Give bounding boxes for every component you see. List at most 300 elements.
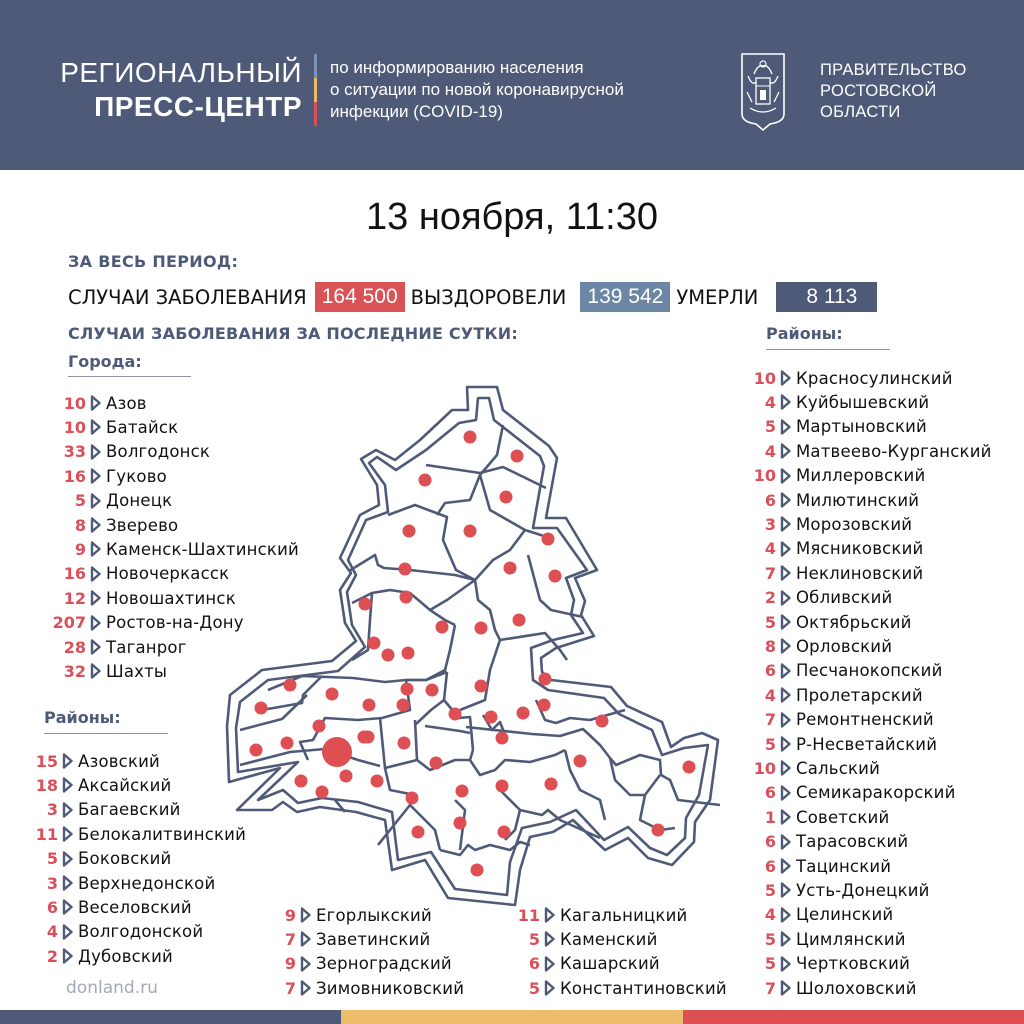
case-marker-dot xyxy=(549,570,562,583)
case-count: 4 xyxy=(764,392,776,412)
case-marker-dot xyxy=(504,562,517,575)
case-marker-dot xyxy=(496,732,509,745)
case-count: 5 xyxy=(764,417,776,437)
case-count: 32 xyxy=(63,661,86,681)
list-item xyxy=(20,798,181,822)
triangle-right-icon xyxy=(780,736,791,752)
region-outer-border xyxy=(227,387,718,905)
gov-line: ОБЛАСТИ xyxy=(820,103,901,121)
case-count: 5 xyxy=(528,929,540,949)
case-count: 7 xyxy=(764,563,776,583)
case-count: 6 xyxy=(764,490,776,510)
case-count: 18 xyxy=(35,775,58,795)
case-count: 9 xyxy=(284,905,296,925)
triangle-right-icon xyxy=(62,948,73,964)
locality-name: Гуково xyxy=(106,466,167,486)
triangle-right-icon xyxy=(780,394,791,410)
locality-name: Каменский xyxy=(560,929,658,949)
list-item xyxy=(20,871,215,895)
locality-name: Советский xyxy=(796,807,890,827)
case-marker-dot xyxy=(400,591,413,604)
gov-line: РОСТОВСКОЙ xyxy=(820,82,937,100)
footer-stripe-yellow xyxy=(341,1010,683,1024)
locality-name: Ростов-на-Дону xyxy=(106,613,244,633)
recovered-badge: 139 542 xyxy=(580,282,670,312)
case-marker-dot xyxy=(313,720,326,733)
locality-name: Мясниковский xyxy=(796,539,924,559)
locality-name: Ремонтненский xyxy=(796,710,934,730)
subtitle-line: инфекции (COVID-19) xyxy=(330,102,503,121)
triangle-right-icon xyxy=(780,882,791,898)
list-item xyxy=(740,464,925,488)
list-item xyxy=(740,439,992,463)
case-count: 6 xyxy=(46,897,58,917)
list-item xyxy=(506,927,658,951)
triangle-right-icon xyxy=(780,687,791,703)
triangle-right-icon xyxy=(544,980,555,996)
case-marker-dot xyxy=(683,761,696,774)
case-count: 3 xyxy=(764,514,776,534)
rostov-region-map xyxy=(220,370,730,910)
locality-name: Шахты xyxy=(106,661,168,681)
case-count: 5 xyxy=(764,880,776,900)
list-item xyxy=(20,944,173,968)
footer-stripe-navy xyxy=(0,1010,341,1024)
locality-name: Морозовский xyxy=(796,514,913,534)
locality-name: Зерноградский xyxy=(316,954,452,974)
case-marker-dot xyxy=(382,649,395,662)
triangle-right-icon xyxy=(300,980,311,996)
case-count: 9 xyxy=(284,954,296,974)
case-count: 5 xyxy=(764,929,776,949)
list-item xyxy=(44,635,187,659)
case-count: 2 xyxy=(764,588,776,608)
locality-name: Куйбышевский xyxy=(796,392,930,412)
triangle-right-icon xyxy=(780,785,791,801)
case-count: 11 xyxy=(35,824,58,844)
list-item xyxy=(44,659,167,683)
triangle-right-icon xyxy=(90,444,101,460)
case-count: 207 xyxy=(52,613,86,633)
triangle-right-icon xyxy=(90,493,101,509)
case-marker-dot xyxy=(464,525,477,538)
case-count: 15 xyxy=(35,751,58,771)
header-subtitle xyxy=(330,57,624,123)
list-item xyxy=(740,781,956,805)
report-date: 13 ноября, 11:30 xyxy=(366,196,658,238)
case-marker-dot xyxy=(454,817,467,830)
list-item xyxy=(740,903,893,927)
list-item xyxy=(740,805,889,829)
triangle-right-icon xyxy=(780,565,791,581)
triangle-right-icon xyxy=(62,802,73,818)
subtitle-line: о ситуации по новой коронавирусной xyxy=(330,80,624,99)
triangle-right-icon xyxy=(780,370,791,386)
case-count: 3 xyxy=(46,873,58,893)
case-count: 16 xyxy=(63,466,86,486)
case-count: 6 xyxy=(764,832,776,852)
subtitle-line: по информированию населения xyxy=(330,58,584,77)
triangle-right-icon xyxy=(780,834,791,850)
locality-name: Каменск-Шахтинский xyxy=(106,539,299,559)
locality-name: Милютинский xyxy=(796,490,920,510)
triangle-right-icon xyxy=(90,615,101,631)
case-count: 3 xyxy=(46,800,58,820)
list-item xyxy=(44,513,178,537)
case-marker-dot xyxy=(430,757,443,770)
list-item xyxy=(20,822,246,846)
triangle-right-icon xyxy=(62,899,73,915)
case-marker-dot xyxy=(471,864,484,877)
districts-left-divider xyxy=(44,733,168,734)
locality-name: Дубовский xyxy=(78,946,173,966)
list-item xyxy=(740,732,937,756)
case-marker-dot xyxy=(500,491,513,504)
case-marker-dot xyxy=(402,647,415,660)
footer-stripe-red xyxy=(683,1010,1024,1024)
triangle-right-icon xyxy=(780,956,791,972)
case-marker-dot xyxy=(449,708,462,721)
locality-name: Тарасовский xyxy=(796,832,909,852)
triangle-right-icon xyxy=(780,468,791,484)
case-count: 28 xyxy=(63,637,86,657)
triangle-right-icon xyxy=(300,956,311,972)
triangle-right-icon xyxy=(62,777,73,793)
case-count: 4 xyxy=(764,905,776,925)
case-count: 12 xyxy=(63,588,86,608)
locality-name: Азовский xyxy=(78,751,160,771)
case-marker-dot xyxy=(538,699,551,712)
cases-label: СЛУЧАИ ЗАБОЛЕВАНИЯ xyxy=(68,285,307,309)
case-marker-dot xyxy=(475,622,488,635)
list-item xyxy=(740,854,891,878)
districts-right-divider xyxy=(766,349,890,350)
list-item xyxy=(20,895,192,919)
list-item xyxy=(740,537,923,561)
locality-name: Тацинский xyxy=(796,856,892,876)
locality-name: Аксайский xyxy=(78,775,172,795)
locality-name: Целинский xyxy=(796,905,894,925)
case-marker-dot xyxy=(403,525,416,538)
triangle-right-icon xyxy=(62,851,73,867)
locality-name: Миллеровский xyxy=(796,466,926,486)
case-count: 4 xyxy=(46,922,58,942)
triangle-right-icon xyxy=(90,419,101,435)
list-item xyxy=(740,366,953,390)
list-item xyxy=(44,611,244,635)
case-marker-dot xyxy=(539,673,552,686)
list-item xyxy=(20,920,203,944)
list-item xyxy=(44,562,229,586)
list-item xyxy=(740,927,906,951)
list-item xyxy=(740,561,923,585)
totals-row xyxy=(68,282,883,312)
case-marker-dot xyxy=(397,699,410,712)
case-marker-dot xyxy=(574,755,587,768)
locality-name: Сальский xyxy=(796,758,880,778)
triangle-right-icon xyxy=(90,517,101,533)
triangle-right-icon xyxy=(780,809,791,825)
case-marker-dot xyxy=(511,450,524,463)
case-marker-dot xyxy=(255,702,268,715)
case-marker-dot xyxy=(545,778,558,791)
case-count: 5 xyxy=(528,978,540,998)
case-count: 5 xyxy=(764,612,776,632)
locality-name: Пролетарский xyxy=(796,685,923,705)
districts-right-title: Районы: xyxy=(766,324,843,343)
rostov-on-don-marker xyxy=(322,737,352,767)
list-item xyxy=(506,976,727,1000)
case-marker-dot xyxy=(419,474,432,487)
triangle-right-icon xyxy=(780,590,791,606)
locality-name: Песчанокопский xyxy=(796,661,943,681)
case-count: 4 xyxy=(764,539,776,559)
list-item xyxy=(740,756,880,780)
case-marker-dot xyxy=(250,744,263,757)
case-count: 33 xyxy=(63,442,86,462)
triangle-right-icon xyxy=(780,858,791,874)
locality-name: Волгодонск xyxy=(106,442,211,462)
case-marker-dot xyxy=(371,775,384,788)
deaths-badge: 8 113 xyxy=(776,282,877,312)
locality-name: Матвеево-Курганский xyxy=(796,441,992,461)
triangle-right-icon xyxy=(90,639,101,655)
case-marker-dot xyxy=(485,711,498,724)
locality-name: Шолоховский xyxy=(796,978,917,998)
triangle-right-icon xyxy=(62,826,73,842)
locality-name: Веселовский xyxy=(78,897,192,917)
triangle-right-icon xyxy=(780,663,791,679)
coat-of-arms-icon xyxy=(740,52,786,132)
period-label: ЗА ВЕСЬ ПЕРИОД: xyxy=(68,252,239,271)
locality-name: Р-Несветайский xyxy=(796,734,938,754)
list-item xyxy=(740,976,917,1000)
case-markers xyxy=(250,431,696,877)
case-marker-dot xyxy=(368,637,381,650)
case-marker-dot xyxy=(513,614,526,627)
triangle-right-icon xyxy=(90,468,101,484)
list-item xyxy=(740,634,892,658)
list-item xyxy=(740,878,930,902)
triangle-right-icon xyxy=(780,760,791,776)
case-count: 7 xyxy=(764,978,776,998)
case-count: 10 xyxy=(753,758,776,778)
deaths-label: УМЕРЛИ xyxy=(676,285,759,309)
districts-left-title: Районы: xyxy=(44,708,121,727)
case-marker-dot xyxy=(340,770,353,783)
case-count: 10 xyxy=(63,417,86,437)
case-marker-dot xyxy=(542,533,555,546)
list-item xyxy=(740,708,934,732)
locality-name: Батайск xyxy=(106,417,179,437)
list-item xyxy=(740,415,927,439)
locality-name: Усть-Донецкий xyxy=(796,880,930,900)
list-item xyxy=(262,976,464,1000)
triangle-right-icon xyxy=(90,590,101,606)
case-marker-dot xyxy=(464,431,477,444)
title-line-press-center: ПРЕСС-ЦЕНТР xyxy=(94,91,302,122)
case-marker-dot xyxy=(456,785,469,798)
cases-badge: 164 500 xyxy=(315,282,405,312)
triangle-right-icon xyxy=(780,931,791,947)
case-count: 5 xyxy=(764,954,776,974)
case-count: 7 xyxy=(764,710,776,730)
case-marker-dot xyxy=(284,679,297,692)
case-marker-dot xyxy=(412,826,425,839)
case-count: 11 xyxy=(517,905,540,925)
triangle-right-icon xyxy=(780,638,791,654)
case-marker-dot xyxy=(426,684,439,697)
list-item xyxy=(740,683,923,707)
title-line-regional: РЕГИОНАЛЬНЫЙ xyxy=(60,57,302,88)
triangle-right-icon xyxy=(90,566,101,582)
list-item xyxy=(740,952,910,976)
list-item xyxy=(740,659,943,683)
locality-name: Зимовниковский xyxy=(316,978,465,998)
government-label xyxy=(820,60,967,123)
case-marker-dot xyxy=(363,699,376,712)
list-item xyxy=(44,440,210,464)
case-marker-dot xyxy=(295,775,308,788)
triangle-right-icon xyxy=(300,931,311,947)
list-item xyxy=(44,489,172,513)
triangle-right-icon xyxy=(780,541,791,557)
locality-name: Волгодонской xyxy=(78,922,204,942)
case-marker-dot xyxy=(652,824,665,837)
locality-name: Новочеркасск xyxy=(106,564,230,584)
list-item xyxy=(740,610,912,634)
locality-name: Боковский xyxy=(78,849,172,869)
case-count: 7 xyxy=(284,929,296,949)
locality-name: Октябрьский xyxy=(796,612,912,632)
case-count: 7 xyxy=(284,978,296,998)
locality-name: Чертковский xyxy=(796,954,911,974)
case-count: 5 xyxy=(46,849,58,869)
case-marker-dot xyxy=(475,680,488,693)
locality-name: Белокалитвинский xyxy=(78,824,246,844)
triangle-right-icon xyxy=(62,924,73,940)
list-item xyxy=(740,512,912,536)
triangle-right-icon xyxy=(544,956,555,972)
locality-name: Азов xyxy=(106,393,147,413)
locality-name: Егорлыкский xyxy=(316,905,432,925)
case-count: 9 xyxy=(74,539,86,559)
triangle-right-icon xyxy=(62,875,73,891)
gov-line: ПРАВИТЕЛЬСТВО xyxy=(820,61,967,79)
triangle-right-icon xyxy=(780,614,791,630)
triangle-right-icon xyxy=(90,395,101,411)
case-count: 6 xyxy=(528,954,540,974)
case-marker-dot xyxy=(596,715,609,728)
list-item xyxy=(740,586,892,610)
locality-name: Мартыновский xyxy=(796,417,927,437)
list-item xyxy=(262,952,452,976)
locality-name: Красносулинский xyxy=(796,368,953,388)
header-banner xyxy=(0,0,1024,170)
case-marker-dot xyxy=(498,826,511,839)
case-count: 8 xyxy=(764,636,776,656)
locality-name: Багаевский xyxy=(78,800,181,820)
case-count: 6 xyxy=(764,783,776,803)
case-count: 6 xyxy=(764,661,776,681)
locality-name: Новошахтинск xyxy=(106,588,236,608)
locality-name: Обливский xyxy=(796,588,893,608)
case-count: 4 xyxy=(764,685,776,705)
list-item xyxy=(20,773,171,797)
recovered-label: ВЫЗДОРОВЕЛИ xyxy=(410,285,567,309)
list-item xyxy=(44,586,236,610)
triangle-right-icon xyxy=(544,931,555,947)
case-marker-dot xyxy=(401,683,414,696)
case-marker-dot xyxy=(316,786,329,799)
triangle-right-icon xyxy=(90,541,101,557)
list-item xyxy=(506,952,660,976)
case-count: 10 xyxy=(63,393,86,413)
case-count: 10 xyxy=(753,368,776,388)
triangle-right-icon xyxy=(780,516,791,532)
triangle-right-icon xyxy=(780,907,791,923)
locality-name: Кашарский xyxy=(560,954,660,974)
tricolor-separator xyxy=(314,54,317,126)
locality-name: Цимлянский xyxy=(796,929,906,949)
case-count: 8 xyxy=(74,515,86,535)
triangle-right-icon xyxy=(780,492,791,508)
case-marker-dot xyxy=(399,563,412,576)
case-marker-dot xyxy=(517,707,530,720)
locality-name: Семикаракорский xyxy=(796,783,956,803)
list-item xyxy=(740,390,929,414)
case-count: 16 xyxy=(63,564,86,584)
case-marker-dot xyxy=(406,792,419,805)
case-count: 5 xyxy=(764,734,776,754)
site-link[interactable]: donland.ru xyxy=(66,978,158,998)
case-marker-dot xyxy=(496,780,509,793)
locality-name: Орловский xyxy=(796,636,893,656)
triangle-right-icon xyxy=(780,980,791,996)
locality-name: Заветинский xyxy=(316,929,431,949)
locality-name: Таганрог xyxy=(106,637,187,657)
case-marker-dot xyxy=(326,688,339,701)
list-item xyxy=(740,830,908,854)
list-item xyxy=(44,391,147,415)
case-count: 6 xyxy=(764,856,776,876)
list-item xyxy=(44,415,178,439)
case-marker-dot xyxy=(362,731,375,744)
locality-name: Неклиновский xyxy=(796,563,924,583)
list-item xyxy=(740,488,919,512)
locality-name: Верхнедонской xyxy=(78,873,216,893)
case-marker-dot xyxy=(398,737,411,750)
triangle-right-icon xyxy=(780,419,791,435)
locality-name: Константиновский xyxy=(560,978,727,998)
case-marker-dot xyxy=(359,598,372,611)
list-item xyxy=(20,847,172,871)
triangle-right-icon xyxy=(90,663,101,679)
list-item xyxy=(262,927,430,951)
locality-name: Донецк xyxy=(106,491,173,511)
cities-divider xyxy=(68,376,191,377)
triangle-right-icon xyxy=(780,712,791,728)
locality-name: Зверево xyxy=(106,515,179,535)
cities-title: Города: xyxy=(68,352,142,371)
case-count: 10 xyxy=(753,466,776,486)
list-item xyxy=(20,749,160,773)
case-count: 2 xyxy=(46,946,58,966)
case-count: 1 xyxy=(764,807,776,827)
triangle-right-icon xyxy=(62,753,73,769)
locality-name: Кагальницкий xyxy=(560,905,688,925)
press-center-title xyxy=(60,56,302,124)
